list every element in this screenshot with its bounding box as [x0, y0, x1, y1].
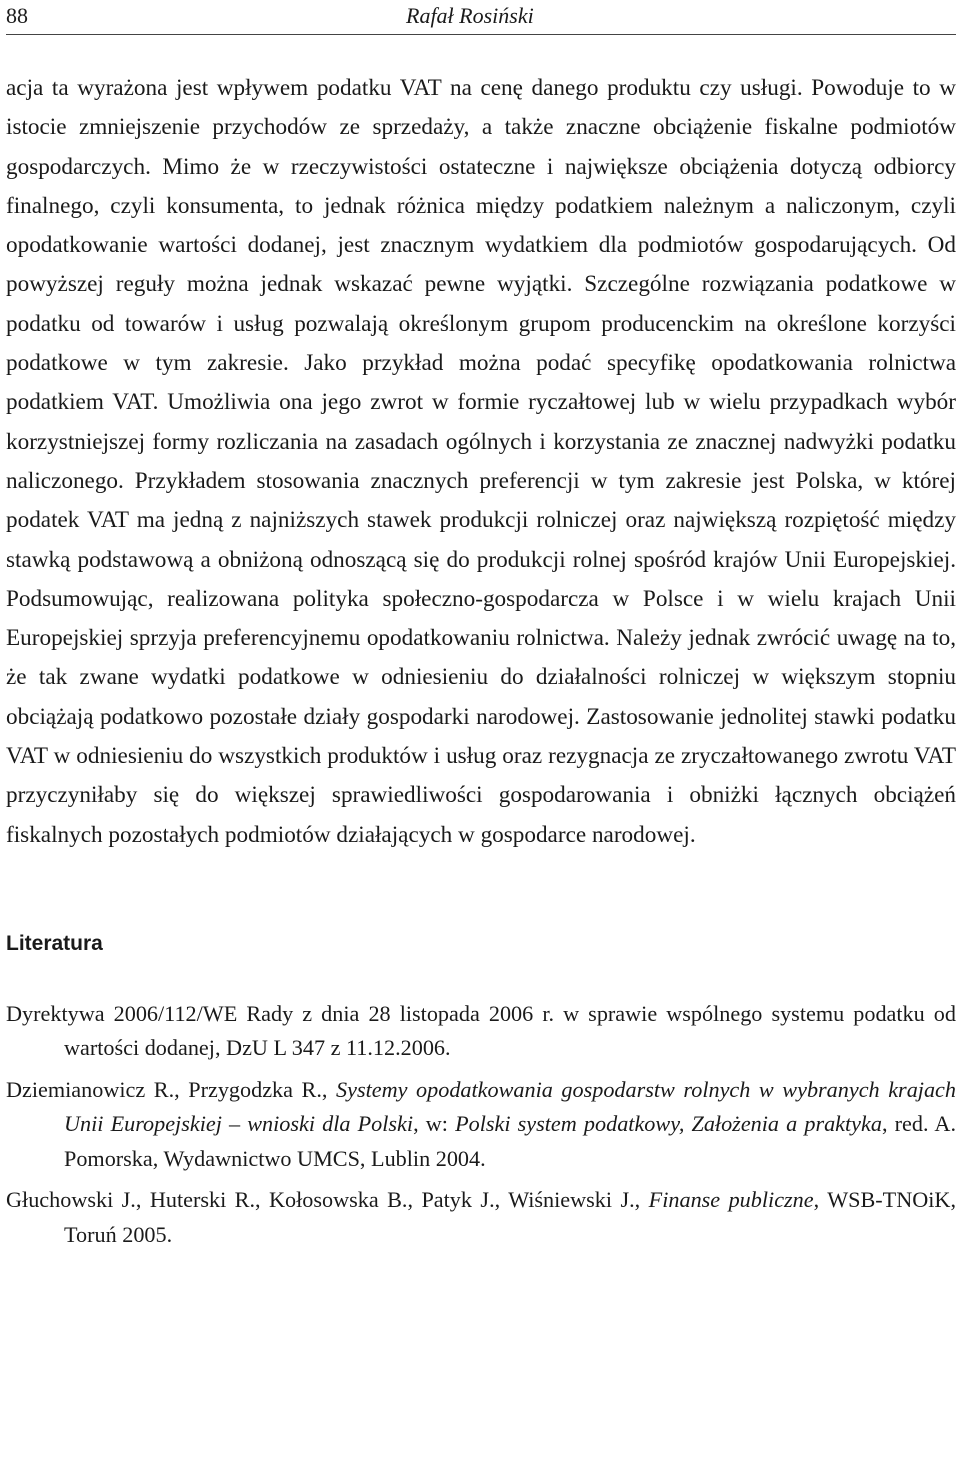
reference-text: Dyrektywa 2006/112/WE Rady z dnia 28 listopada 2006 r. w sprawie wspólnego systemu podatku od wartości dodanej, DzU L 347 z 11.12.2006.: [6, 1000, 956, 1061]
reference-item: [6, 1183, 956, 1252]
reference-authors: Dziemianowicz R., Przygodzka R.,: [6, 1076, 337, 1102]
document-page: [6, 0, 956, 1259]
reference-title: Systemy opodatkowania gospodarstw rolnych w wybranych krajach Unii Europejskiej – wnioski dla Polski: [64, 1076, 956, 1137]
reference-item: [6, 1073, 956, 1177]
references-list: [6, 997, 956, 1253]
reference-title: Finanse publiczne: [648, 1187, 814, 1213]
body-paragraph: acja ta wyrażona jest wpływem podatku VAT na cenę danego produktu czy usługi. Powoduje to w istocie zmniejszenie przychodów ze sprzedaży, a także znaczne obciążenie fiskalne podmiotów gospodarczych. Mimo że w rzeczywistości ostateczne i największe obciążenia dotyczą odbiorcy finalnego, czyli konsumenta, to jednak różnica między podatkiem należnym a naliczonym, czyli opodatkowanie wartości dodanej, jest znacznym wydatkiem dla podmiotów gospodarujących. Od powyższej reguły można jednak wskazać pewne wyjątki. Szczególne rozwiązania podatkowe w podatku od towarów i usług pozwalają określonym grupom producenckim na określone korzyści podatkowe w tym zakresie. Jako przykład można podać specyfikę opodatkowania rolnictwa podatkiem VAT. Umożliwia ona jego zwrot w formie ryczałtowej lub w wielu przypadkach wybór korzystniejszej formy rozliczania na zasadach ogólnych i korzystania ze znacznej nadwyżki podatku naliczonego. Przykładem stosowania znacznych preferencji w tym zakresie jest Polska, w której podatek VAT ma jedną z najniższych stawek produkcji rolniczej oraz największą rozpiętość między stawką podstawową a obniżoną odnoszącą się do produkcji rolnej spośród krajów Unii Europejskiej. Podsumowując, realizowana polityka społeczno-gospodarcza w Polsce i w wielu krajach Unii Europejskiej sprzyja preferencyjnemu opodatkowaniu rolnictwa. Należy jednak zwrócić uwagę na to, że tak zwane wydatki podatkowe w odniesieniu do działalności rolniczej w większym stopniu obciążają podatkowo pozostałe działy gospodarki narodowej. Zastosowanie jednolitej stawki podatku VAT w odniesieniu do wszystkich produktów i usług oraz rezygnacja ze zryczałtowanego zwrotu VAT przyczyniłaby się do większej sprawiedliwości gospodarowania i obniżki łącznych obciążeń fiskalnych pozostałych podmiotów działających w gospodarce narodowej.: [6, 75, 956, 848]
reference-item: [6, 997, 956, 1066]
reference-in: , w:: [413, 1111, 456, 1137]
reference-publication: , red. A. Pomorska, Wydawnictwo UMCS, Lublin 2004.: [64, 1111, 956, 1171]
literature-heading: Literatura: [6, 931, 103, 955]
reference-authors: Głuchowski J., Huterski R., Kołosowska B., Patyk J., Wiśniewski J.,: [6, 1187, 649, 1213]
page-number: 88: [6, 3, 28, 28]
running-header-author: Rafał Rosiński: [406, 3, 534, 28]
reference-publication: , WSB-TNOiK, Toruń 2005.: [64, 1187, 957, 1247]
reference-book-title: Polski system podatkowy, Założenia a praktyka: [455, 1111, 882, 1137]
running-header: [6, 0, 956, 35]
